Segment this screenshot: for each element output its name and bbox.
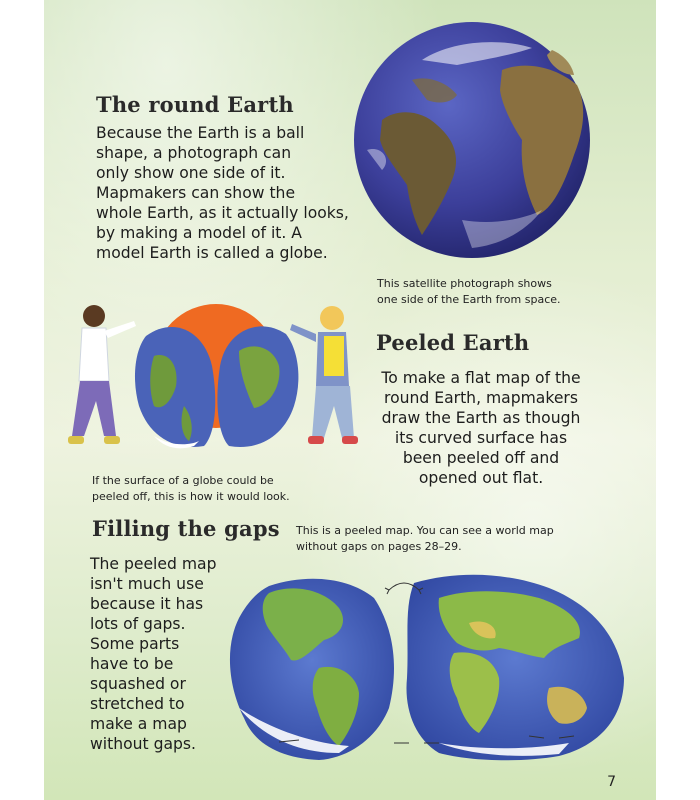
paragraph-round-earth — [96, 123, 349, 263]
text-line: model Earth is called a globe. — [96, 244, 328, 262]
text-line: opened out flat. — [418, 469, 544, 487]
text-line: Mapmakers can show the — [96, 184, 296, 202]
text-line: only show one side of it. — [96, 164, 286, 182]
caption-line: one side of the Earth from space. — [377, 293, 561, 306]
text-line: its curved surface has — [394, 429, 568, 447]
child-figure-left — [68, 305, 136, 444]
interrupted-world-map — [199, 568, 629, 768]
caption-line: This satellite photograph shows — [377, 277, 552, 290]
text-line: without gaps. — [90, 735, 197, 753]
text-line: whole Earth, as it actually looks, — [96, 204, 349, 222]
text-line: lots of gaps. — [90, 615, 186, 633]
caption-peeled-globe — [92, 473, 290, 505]
book-page — [44, 0, 656, 800]
text-line: stretched to — [90, 695, 185, 713]
text-line: by making a model of it. A — [96, 224, 302, 242]
text-line: The peeled map — [90, 555, 217, 573]
caption-line: If the surface of a globe could be — [92, 474, 274, 487]
caption-satellite — [377, 276, 561, 308]
caption-line: peeled off, this is how it would look. — [92, 490, 290, 503]
heading-filling-gaps: Filling the gaps — [92, 516, 280, 541]
caption-peeled-map — [296, 523, 554, 555]
paragraph-peeled-earth — [356, 368, 606, 488]
text-line: Because the Earth is a ball — [96, 124, 305, 142]
text-line: make a map — [90, 715, 187, 733]
heading-peeled-earth: Peeled Earth — [376, 330, 530, 355]
text-line: squashed or — [90, 675, 186, 693]
child-figure-right — [290, 306, 358, 444]
heading-round-earth: The round Earth — [96, 92, 294, 117]
satellite-earth-photo — [352, 20, 592, 265]
peeled-globe-illustration — [54, 296, 364, 466]
text-line: shape, a photograph can — [96, 144, 292, 162]
text-line: been peeled off and — [402, 449, 560, 467]
caption-line: This is a peeled map. You can see a world map — [296, 524, 554, 537]
text-line: Some parts — [90, 635, 180, 653]
text-line: draw the Earth as though — [381, 409, 581, 427]
text-line: round Earth, mapmakers — [384, 389, 578, 407]
paragraph-filling-gaps — [90, 554, 216, 754]
text-line: To make a flat map of the — [381, 369, 581, 387]
text-line: have to be — [90, 655, 174, 673]
caption-line: without gaps on pages 28–29. — [296, 540, 462, 553]
text-line: isn't much use — [90, 575, 204, 593]
page-number: 7 — [607, 774, 616, 790]
text-line: because it has — [90, 595, 204, 613]
